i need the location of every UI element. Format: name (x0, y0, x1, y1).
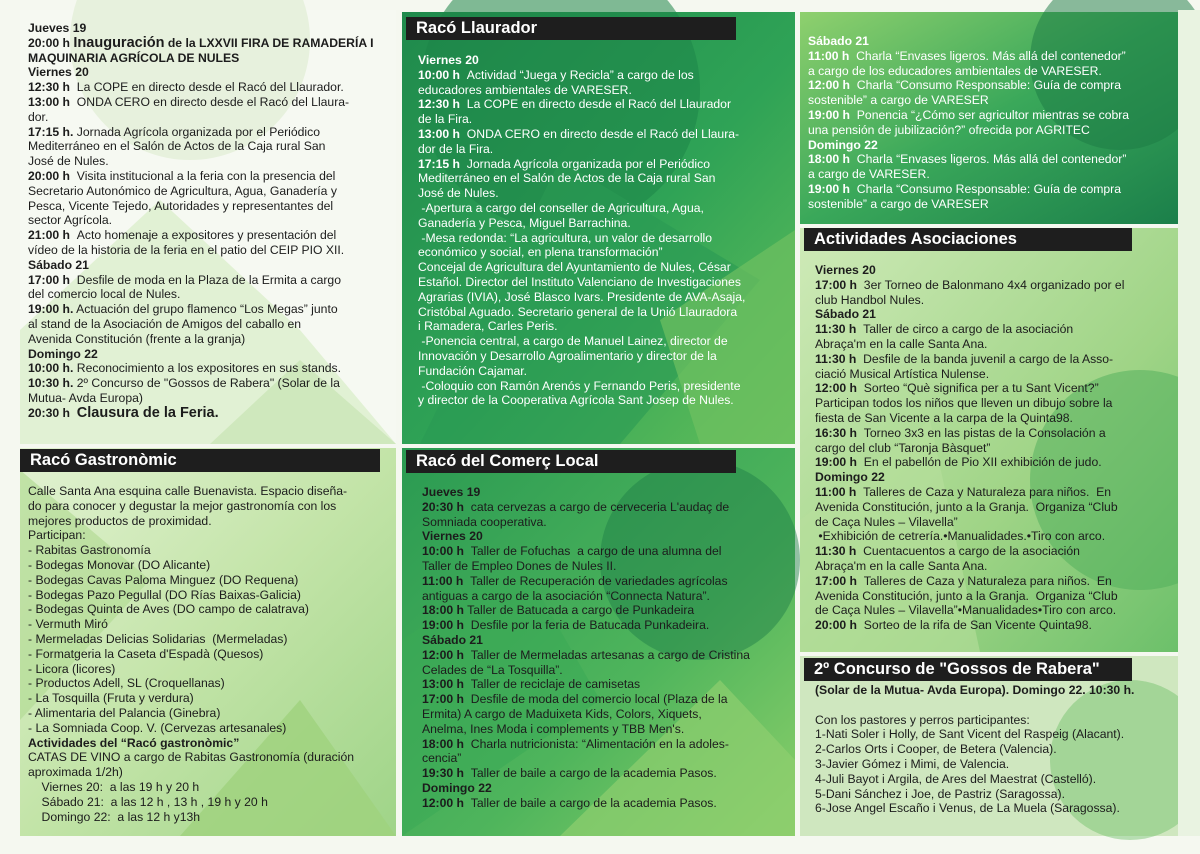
text-line: Sábado 21 (808, 34, 869, 48)
text-line: Celades de “La Tosquilla”. (422, 662, 563, 677)
text-line: 12:30 h La COPE en directo desde el Racó del Llaurador. (28, 80, 344, 95)
text-line: de Caça Nules – Vilavella” (815, 514, 958, 529)
text-line: 17:00 h 3er Torneo de Balonmano 4x4 organizado por el (815, 277, 1125, 292)
raco-comerc-heading: Racó del Comerç Local (406, 450, 736, 473)
raco-llaurador-heading: Racó Llaurador (406, 17, 736, 40)
text-line: - Rabitas Gastronomía (28, 543, 151, 558)
text-line: Agrarias (IVIA), José Blasco Ivars. Presidente de AVA-Asaja, (418, 289, 746, 304)
text-line: dor de la Fira. (418, 141, 494, 156)
text-line: Fundación Cajamar. (418, 363, 528, 378)
text-line: José de Nules. (28, 154, 109, 169)
text-line: •Exhibición de cetrería.•Manualidades.•Tiro con arco. (815, 529, 1106, 544)
text-line: - Formatgeria la Caseta d'Espadà (Quesos) (28, 646, 264, 661)
text-line: 17:15 h. Jornada Agrícola organizada por el Periódico (28, 124, 321, 139)
text-line: do para conocer y degustar la mejor gastronomía con los (28, 498, 337, 513)
text-line: - Alimentaria del Palancia (Ginebra) (28, 705, 221, 720)
text-line: Anelma, Ines Moda i complements y TBB Men's. (422, 721, 685, 736)
raco-llaurador-lines (418, 53, 790, 408)
text-line: 12:00 h Taller de baile a cargo de la academia Pasos. (422, 795, 717, 810)
text-line: Concejal de Agricultura del Ayuntamiento de Nules, César (418, 260, 731, 275)
text-line: de Caça Nules – Vilavella”•Manualidades•Tiro con arco. (815, 603, 1117, 618)
raco-gastronomic-heading: Racó Gastronòmic (20, 449, 380, 472)
text-line: Somniada cooperativa. (422, 514, 547, 529)
vareser-panel (808, 34, 1176, 212)
text-line: 11:30 h Taller de circo a cargo de la asociación (815, 322, 1074, 337)
text-line: - Vermuth Miró (28, 617, 108, 632)
text-line: Pesca, Vicente Tejedo, Autoridades y representantes del (28, 198, 334, 213)
text-line: - Bodegas Cavas Paloma Minguez (DO Requena) (28, 572, 299, 587)
text-line: 11:00 h Taller de Recuperación de variedades agrícolas (422, 573, 728, 588)
text-line: del comercio local de Nules. (28, 287, 181, 302)
text-line: Mutua- Avda Europa) (28, 390, 143, 405)
text-line: Abraça'm en la calle Santa Ana. (815, 558, 988, 573)
text-line: - Bodegas Pazo Pegullal (DO Rías Baixas-Galicia) (28, 587, 301, 602)
text-line: CATAS DE VINO a cargo de Rabitas Gastronomía (duración (28, 750, 355, 765)
text-line: 6-Jose Angel Escaño i Venus, de La Muela (Saragossa). (815, 801, 1120, 816)
raco-comerc-panel (422, 485, 792, 811)
gossos-panel (815, 683, 1175, 816)
text-line: sostenible” a cargo de VARESER (808, 196, 989, 211)
text-line: sector Agrícola. (28, 213, 112, 228)
text-line: Secretario Autonómico de Agricultura, Agua, Ganadería y (28, 183, 337, 198)
text-line: Sábado 21 (28, 257, 89, 272)
text-line: - Licora (licores) (28, 661, 116, 676)
text-line: 10:30 h. 2º Concurso de "Gossos de Rabera" (Solar de la (28, 376, 340, 391)
text-line: Innovación y Desarrollo Agroalimentario y director de la (418, 348, 717, 363)
text-line: Ermita) A cargo de Maduixeta Kids, Colors, Xiquets, (422, 706, 702, 721)
fira-schedule-panel (28, 21, 394, 421)
text-line: 12:00 h Charla “Consumo Responsable: Guía de compra (808, 78, 1121, 93)
text-line: 17:00 h Talleres de Caza y Naturaleza para niños. En (815, 573, 1112, 588)
text-line: Viernes 20 (418, 53, 479, 67)
text-line: Avenida Constitución, junto a la Granja. Organiza “Club (815, 499, 1118, 514)
text-line: club Handbol Nules. (815, 292, 925, 307)
asociaciones-lines (815, 263, 1175, 633)
text-line: 17:00 h Desfile de moda del comercio local (Plaza de la (422, 692, 728, 707)
text-line: 3-Javier Gómez i Mimi, de Valencia. (815, 756, 1010, 771)
text-line: Domingo 22 (422, 780, 492, 795)
text-line: económico y social, en plena transformación” (418, 245, 663, 260)
text-line: vídeo de la historia de la feria en el patio del CEIP PIO XII. (28, 242, 345, 257)
text-line: 20:00 h Inauguración de la LXXVII FIRA DE RAMADERÍA I (28, 34, 374, 51)
text-line: 13:00 h ONDA CERO en directo desde el Racó del Llaura- (418, 126, 740, 141)
text-line: Domingo 22: a las 12 h y13h (28, 809, 201, 824)
text-line: dor. (28, 109, 49, 124)
text-line: 20:00 h Sorteo de la rifa de San Vicente Quinta98. (815, 618, 1092, 633)
text-line: cencia” (422, 751, 462, 766)
text-line: 19:00 h Ponencia “¿Cómo ser agricultor mientras se cobra (808, 107, 1130, 122)
text-line: 10:00 h Actividad “Juega y Recicla” a cargo de los (418, 67, 694, 82)
asociaciones-heading: Actividades Asociaciones (804, 228, 1132, 251)
text-line: cargo del club “Taronja Bàsquet” (815, 440, 991, 455)
text-line: de la Fira. (418, 112, 473, 127)
text-line: antiguas a cargo de la asociación “Connecta Natura”. (422, 588, 710, 603)
text-line: 18:00 h Taller de Batucada a cargo de Punkadeira (422, 603, 695, 618)
text-line: fiesta de San Vicente a la carpa de la Quinta98. (815, 410, 1073, 425)
text-line: 20:30 h cata cervezas a cargo de cerveceria L'audaç de (422, 499, 730, 514)
text-line: 12:00 h Sorteo “Què significa per a tu Sant Vicent?” (815, 381, 1099, 396)
text-line: sostenible” a cargo de VARESER (808, 93, 989, 108)
text-line: Mediterráneo en el Salón de Actos de la Caja rural San (28, 139, 326, 154)
text-line: - La Tosquilla (Fruta y verdura) (28, 691, 194, 706)
text-line: Participan: (28, 528, 86, 543)
text-line: 21:00 h Acto homenaje a expositores y presentación del (28, 228, 337, 243)
text-line: mejores productos de proximidad. (28, 513, 212, 528)
text-line: 19:00 h Charla “Consumo Responsable: Guía de compra (808, 181, 1121, 196)
text-line: Calle Santa Ana esquina calle Buenavista. Espacio diseña- (28, 484, 348, 498)
text-line: al stand de la Asociación de Amigos del caballo en (28, 316, 302, 331)
text-line: y director de la Cooperativa Agrícola Sant Josep de Nules. (418, 393, 734, 408)
fira-schedule-lines (28, 21, 394, 421)
text-line: una pensión de jubilización?” ofrecida por AGRITEC (808, 122, 1090, 137)
text-line: 19:00 h En el pabellón de Pio XII exhibición de judo. (815, 455, 1102, 470)
text-line: 10:00 h Taller de Fofuchas a cargo de una alumna del (422, 544, 722, 559)
text-line: Domingo 22 (815, 470, 885, 485)
text-line: 11:00 h Talleres de Caza y Naturaleza para niños. En (815, 484, 1112, 499)
text-line: 20:00 h Visita institucional a la feria con la presencia del (28, 168, 336, 183)
text-line: 17:15 h Jornada Agrícola organizada por el Periódico (418, 156, 711, 171)
raco-gastronomic-lines (28, 484, 394, 824)
text-line: Estañol. Director del Instituto Valenciano de Investigaciones (418, 274, 741, 289)
text-line: a cargo de VARESER. (808, 167, 930, 182)
text-line: 16:30 h Torneo 3x3 en las pistas de la Consolación a (815, 425, 1106, 440)
text-line: Viernes 20 (28, 65, 89, 80)
text-line: -Apertura a cargo del conseller de Agricultura, Agua, (418, 200, 704, 215)
text-line: 12:30 h La COPE en directo desde el Racó del Llaurador (418, 97, 732, 112)
text-line: Abraça'm en la calle Santa Ana. (815, 336, 988, 351)
text-line: Viernes 20: a las 19 h y 20 h (28, 779, 200, 794)
text-line: 20:30 h Clausura de la Feria. (28, 404, 219, 421)
text-line: educadores ambientales de VARESER. (418, 82, 632, 97)
text-line: -Mesa redonda: “La agricultura, un valor de desarrollo (418, 230, 713, 245)
raco-comerc-lines (422, 485, 792, 811)
text-line: Ganadería y Pesca, Miguel Barrachina. (418, 215, 631, 230)
text-line: a cargo de los educadores ambientales de VARESER. (808, 63, 1102, 78)
text-line: Taller de Empleo Dones de Nules II. (422, 558, 617, 573)
text-line: 11:30 h Cuentacuentos a cargo de la asociación (815, 544, 1080, 559)
text-line: Cristóbal Aguado. Secretario general de la Unió Llauradora (418, 304, 738, 319)
text-line: - La Somniada Coop. V. (Cervezas artesanales) (28, 720, 287, 735)
gossos-heading: 2º Concurso de "Gossos de Rabera" (804, 658, 1132, 681)
text-line: MAQUINARIA AGRÍCOLA DE NULES (28, 50, 240, 65)
text-line: Sábado 21 (815, 307, 876, 322)
text-line: 4-Juli Bayot i Argila, de Ares del Maestrat (Castelló). (815, 771, 1097, 786)
text-line: Mediterráneo en el Salón de Actos de la Caja rural San (418, 171, 716, 186)
text-line: Domingo 22 (808, 137, 878, 152)
text-line: (Solar de la Mutua- Avda Europa). Domingo 22. 10:30 h. (815, 683, 1135, 697)
text-line: - Productos Adell, SL (Croquellanas) (28, 676, 225, 691)
text-line: Avenida Constitución, junto a la Granja. Organiza “Club (815, 588, 1118, 603)
text-line: 19:00 h. Actuación del grupo flamenco “Los Megas” junto (28, 302, 338, 317)
text-line: 10:00 h. Reconocimiento a los expositores en sus stands. (28, 361, 341, 376)
text-line: 19:30 h Taller de baile a cargo de la academia Pasos. (422, 766, 717, 781)
asociaciones-panel (815, 263, 1175, 633)
text-line: 13:00 h ONDA CERO en directo desde el Racó del Llaura- (28, 94, 350, 109)
text-line: Domingo 22 (28, 346, 98, 361)
text-line: Participan todos los niños que lleven un dibujo sobre la (815, 396, 1113, 411)
raco-llaurador-panel (418, 53, 790, 408)
text-line: 13:00 h Taller de reciclaje de camisetas (422, 677, 641, 692)
text-line: José de Nules. (418, 186, 499, 201)
text-line: Jueves 19 (422, 485, 481, 499)
text-line: 12:00 h Taller de Mermeladas artesanas a cargo de Cristina (422, 647, 750, 662)
text-line: 18:00 h Charla “Envases ligeros. Más allá del contenedor” (808, 152, 1127, 167)
text-line: Viernes 20 (422, 529, 483, 544)
text-line: ciació Musical Artística Nulense. (815, 366, 990, 381)
text-line: aproximada 1/2h) (28, 765, 123, 780)
text-line: 11:30 h Desfile de la banda juvenil a cargo de la Asso- (815, 351, 1114, 366)
text-line: - Mermeladas Delicias Solidarias (Mermeladas) (28, 631, 288, 646)
text-line (815, 698, 1175, 713)
vareser-lines (808, 34, 1176, 212)
text-line: -Ponencia central, a cargo de Manuel Lainez, director de (418, 334, 728, 349)
text-line: 19:00 h Desfile por la feria de Batucada Punkadeira. (422, 618, 710, 633)
text-line: i Ramadera, Carles Peris. (418, 319, 558, 334)
text-line: Viernes 20 (815, 263, 876, 277)
text-line: Avenida Constitución (frente a la granja) (28, 331, 246, 346)
text-line: 18:00 h Charla nutricionista: “Alimentación en la adoles- (422, 736, 729, 751)
text-line: Jueves 19 (28, 21, 87, 35)
text-line: Sábado 21 (422, 632, 483, 647)
text-line: 1-Nati Soler i Holly, de Sant Vicent del Raspeig (Alacant). (815, 727, 1125, 742)
text-line: 2-Carlos Orts i Cooper, de Betera (Valencia). (815, 742, 1057, 757)
text-line: -Coloquio con Ramón Arenós y Fernando Peris, presidente (418, 378, 741, 393)
text-line: 5-Dani Sánchez i Joe, de Pastriz (Saragossa). (815, 786, 1065, 801)
text-line: 11:00 h Charla “Envases ligeros. Más allá del contenedor” (808, 48, 1126, 63)
text-line: - Bodegas Quinta de Aves (DO campo de calatrava) (28, 602, 309, 617)
gossos-lines (815, 683, 1175, 816)
raco-gastronomic-panel (28, 484, 394, 824)
text-line: Sábado 21: a las 12 h , 13 h , 19 h y 20 h (28, 794, 268, 809)
text-line: - Bodegas Monovar (DO Alicante) (28, 557, 211, 572)
text-line: Actividades del “Racó gastronòmic” (28, 735, 240, 750)
text-line: Con los pastores y perros participantes: (815, 712, 1030, 727)
text-line: 17:00 h Desfile de moda en la Plaza de la Ermita a cargo (28, 272, 341, 287)
